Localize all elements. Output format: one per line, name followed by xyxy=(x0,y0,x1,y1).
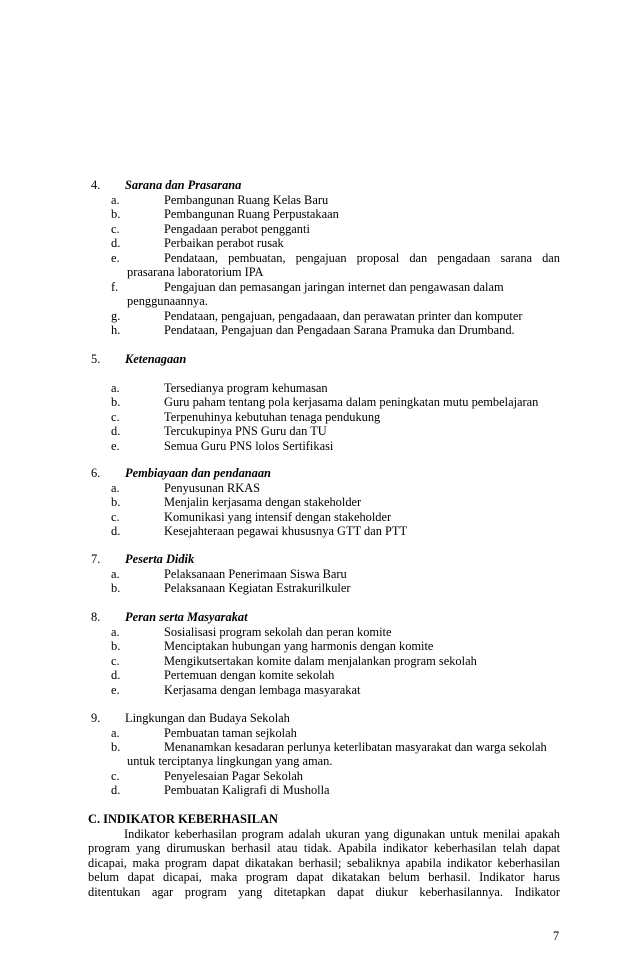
item-text: Perbaikan perabot rusak xyxy=(164,236,284,250)
item-letter: d. xyxy=(111,668,121,682)
item-text: Tersedianya program kehumasan xyxy=(164,381,328,395)
item-text: Kerjasama dengan lembaga masyarakat xyxy=(164,683,361,697)
item-text: Penyelesaian Pagar Sekolah xyxy=(164,769,304,783)
item-letter: a. xyxy=(111,567,120,581)
item-letter: b. xyxy=(111,740,121,754)
section-number: 8. xyxy=(91,610,101,624)
section-number: 6. xyxy=(91,466,101,480)
item-letter: h. xyxy=(111,323,121,337)
item-letter: d. xyxy=(111,524,121,538)
item-letter: e. xyxy=(111,251,120,265)
item-letter: c. xyxy=(111,654,120,668)
item-text: Pembangunan Ruang Perpustakaan xyxy=(164,207,339,221)
item-text: Mengikutsertakan komite dalam menjalankan program sekolah xyxy=(164,654,477,668)
item-letter: c. xyxy=(111,510,120,524)
item-text: Pengajuan dan pemasangan jaringan internet dan pengawasan dalam xyxy=(164,280,504,294)
paragraph-line: ditentukan agar program yang ditetapkan dapat diukur keberhasilannya. Indikator xyxy=(88,885,560,899)
item-text: Sosialisasi program sekolah dan peran komite xyxy=(164,625,392,639)
item-text-continued: penggunaannya. xyxy=(127,294,208,308)
paragraph-line: program yang dirumuskan berhasil atau tidak. Apabila indikator keberhasilan telah dapat xyxy=(88,841,560,855)
section-number: 5. xyxy=(91,352,101,366)
item-text: Menciptakan hubungan yang harmonis dengan komite xyxy=(164,639,434,653)
item-letter: b. xyxy=(111,581,121,595)
item-text: Komunikasi yang intensif dengan stakeholder xyxy=(164,510,392,524)
item-letter: b. xyxy=(111,639,121,653)
item-letter: e. xyxy=(111,439,120,453)
item-text: Pertemuan dengan komite sekolah xyxy=(164,668,335,682)
section-title: Ketenagaan xyxy=(125,352,187,366)
item-letter: c. xyxy=(111,222,120,236)
item-letter: a. xyxy=(111,193,120,207)
item-letter: a. xyxy=(111,481,120,495)
paragraph-line: Indikator keberhasilan program adalah ukuran yang digunakan untuk menilai apakah xyxy=(124,827,560,841)
item-text: Semua Guru PNS lolos Sertifikasi xyxy=(164,439,334,453)
item-letter: b. xyxy=(111,495,121,509)
item-text: Pembuatan Kaligrafi di Musholla xyxy=(164,783,330,797)
item-text: Penyusunan RKAS xyxy=(164,481,261,495)
item-text: Pelaksanaan Penerimaan Siswa Baru xyxy=(164,567,347,581)
item-text: Guru paham tentang pola kerjasama dalam peningkatan mutu pembelajaran xyxy=(164,395,539,409)
item-text-continued: prasarana laboratorium IPA xyxy=(127,265,264,279)
section-title: Lingkungan dan Budaya Sekolah xyxy=(125,711,290,725)
item-text: Pendataan, pembuatan, pengajuan proposal dan pengadaan sarana dan xyxy=(164,251,560,265)
paragraph-line: dicapai, maka program dapat dikatakan berhasil; sebaliknya apabila indikator keberhasilan xyxy=(88,856,560,870)
item-letter: b. xyxy=(111,207,121,221)
section-number: 7. xyxy=(91,552,101,566)
item-letter: b. xyxy=(111,395,121,409)
item-text: Pembuatan taman sejkolah xyxy=(164,726,297,740)
item-letter: g. xyxy=(111,309,121,323)
item-letter: c. xyxy=(111,410,120,424)
section-number: 4. xyxy=(91,178,101,192)
item-text: Pelaksanaan Kegiatan Estrakurilkuler xyxy=(164,581,351,595)
item-letter: e. xyxy=(111,683,120,697)
section-title: Pembiayaan dan pendanaan xyxy=(125,466,271,480)
item-text: Pembangunan Ruang Kelas Baru xyxy=(164,193,329,207)
item-text: Kesejahteraan pegawai khususnya GTT dan PTT xyxy=(164,524,408,538)
item-letter: d. xyxy=(111,236,121,250)
section-title: Sarana dan Prasarana xyxy=(125,178,242,192)
item-letter: f. xyxy=(111,280,119,294)
item-text: Tercukupinya PNS Guru dan TU xyxy=(164,424,327,438)
item-letter: a. xyxy=(111,381,120,395)
item-text: Menanamkan kesadaran perlunya keterlibatan masyarakat dan warga sekolah xyxy=(164,740,547,754)
item-letter: d. xyxy=(111,783,121,797)
paragraph-line: belum dapat dicapai, maka program dapat dikatakan belum berhasil. Indikator harus xyxy=(88,870,560,884)
item-text: Pengadaan perabot pengganti xyxy=(164,222,310,236)
item-text: Pendataan, pengajuan, pengadaaan, dan perawatan printer dan komputer xyxy=(164,309,523,323)
item-letter: a. xyxy=(111,726,120,740)
page-number: 7 xyxy=(553,929,560,943)
item-letter: d. xyxy=(111,424,121,438)
section-title: Peran serta Masyarakat xyxy=(125,610,248,624)
item-text: Terpenuhinya kebutuhan tenaga pendukung xyxy=(164,410,381,424)
section-number: 9. xyxy=(91,711,101,725)
section-heading: C. INDIKATOR KEBERHASILAN xyxy=(88,812,278,826)
item-text: Pendataan, Pengajuan dan Pengadaan Sarana Pramuka dan Drumband. xyxy=(164,323,515,337)
item-letter: a. xyxy=(111,625,120,639)
item-text: Menjalin kerjasama dengan stakeholder xyxy=(164,495,362,509)
section-title: Peserta Didik xyxy=(125,552,195,566)
item-text-continued: untuk terciptanya lingkungan yang aman. xyxy=(127,754,333,768)
item-letter: c. xyxy=(111,769,120,783)
